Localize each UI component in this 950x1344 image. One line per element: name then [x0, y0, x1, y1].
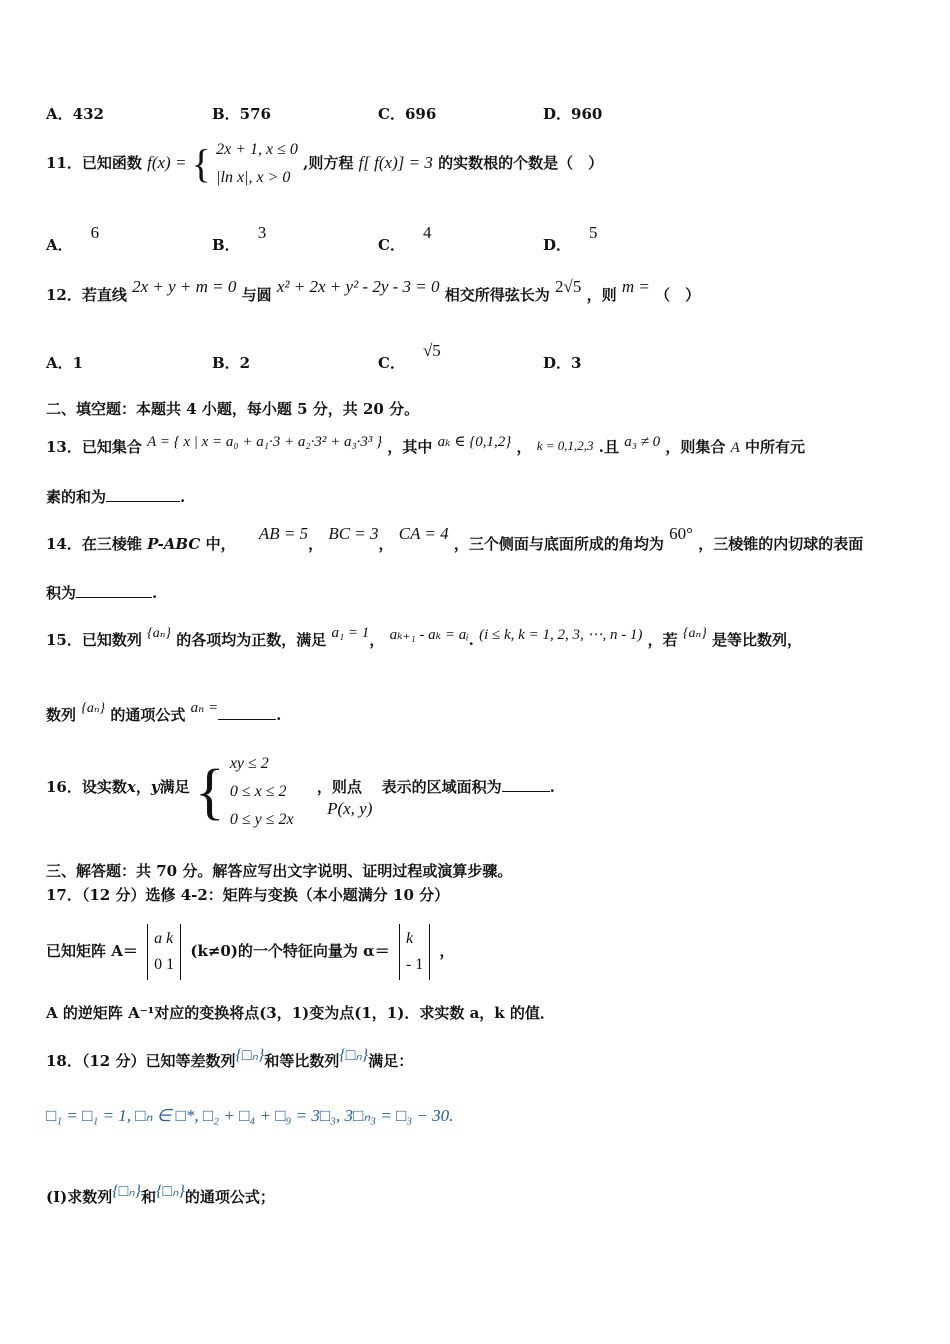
- q11-equation: f[ f(x)] = 3: [358, 153, 433, 172]
- q12-stem: [46, 277, 701, 305]
- q14-number: 14．在三棱锥: [46, 535, 142, 553]
- q18-part1c: 的通项公式；: [184, 1188, 275, 1206]
- q18-heading: [46, 1047, 414, 1071]
- q12-number: 12．若直线: [46, 286, 127, 304]
- q14-bc: BC = 3: [328, 524, 379, 543]
- q17-vector-alpha: [399, 924, 430, 980]
- section-3-heading: 三、解答题：共 70 分。解答应写出文字说明、证明过程或演算步骤。: [46, 862, 513, 880]
- q14-pabc: P-ABC: [147, 535, 201, 553]
- q12-mid3: ，则: [586, 286, 617, 304]
- q13-mid1: ，其中: [387, 438, 433, 456]
- q18-seq1: {□ₙ}: [235, 1047, 265, 1064]
- q11-cases: [216, 136, 298, 192]
- q17-matrix-row1: a k: [154, 930, 174, 947]
- q12-m: m =: [621, 277, 650, 296]
- q13-stem: [46, 436, 805, 457]
- q15-recurrence: aₖ₊₁ - aₖ = aᵢ: [389, 627, 469, 643]
- q11-mid: ,则方程: [303, 154, 354, 172]
- q13-answer-blank[interactable]: [106, 487, 180, 502]
- q17-vector-row2: - 1: [405, 956, 424, 973]
- q12-tail: （ ）: [655, 286, 701, 304]
- q18-tail: 满足：: [368, 1052, 414, 1070]
- q14-line2: [46, 582, 157, 603]
- q15-tail: 是等比数列，: [712, 631, 803, 649]
- q16-mid: 满足: [159, 778, 190, 796]
- q13-tail: 中所有元: [745, 438, 806, 456]
- q18-part1: [46, 1183, 275, 1207]
- q15-seq-3: {aₙ}: [81, 701, 106, 716]
- q13-set: A = { x | x = a₀ + a₁·3 + a₂·3² + a₃·3³ }: [147, 434, 383, 450]
- q11-number: 11．已知函数: [46, 154, 142, 172]
- q12-chord: 2√5: [555, 277, 582, 296]
- q15-sep: ，: [369, 631, 385, 649]
- q14-end: .: [152, 584, 158, 602]
- q12-option-a: A．1: [46, 354, 84, 372]
- q17-matrix-A: [147, 924, 181, 980]
- q17-para2: A 的逆矩阵 A⁻¹对应的变换将点(3，1)变为点(1，1)．求实数 a，k 的值．: [46, 1004, 555, 1022]
- q11-option-a: A．6: [46, 223, 100, 254]
- q15-an: aₙ =: [190, 700, 219, 716]
- q11-stem: [46, 136, 603, 192]
- q13-number: 13．已知集合: [46, 438, 142, 456]
- q11-option-c: C．4: [378, 223, 432, 254]
- q17-p1c: ，: [439, 942, 455, 960]
- q16-x: x: [126, 778, 136, 796]
- q12-mid1: 与圆: [241, 286, 272, 304]
- q15-condition: (i ≤ k, k = 1, 2, 3, ⋯, n - 1): [479, 627, 643, 643]
- q17-matrix-row2: 0 1: [154, 956, 175, 973]
- q10-option-c: C．696: [378, 105, 437, 123]
- q18-formula: □₁ = □₁ = 1, □ₙ ∈ □*, □₂ + □₄ + □₉ = 3□₃, 3□ₙ₃ = □₃ − 30.: [46, 1106, 454, 1125]
- q11-option-b: B．3: [212, 223, 267, 254]
- q14-mid: 中，: [205, 535, 236, 553]
- q14-tail: ，三棱锥的内切球的表面: [698, 535, 864, 553]
- q16-comma: ，: [135, 778, 151, 796]
- q11-option-d: D．5: [543, 223, 598, 254]
- q18-mid: 和等比数列: [264, 1052, 340, 1070]
- q18-part1-seq2: {□ₙ}: [156, 1183, 185, 1200]
- q12-option-b: B．2: [212, 354, 251, 372]
- q12-option-d: D．3: [543, 354, 582, 372]
- q11-brace: {: [191, 141, 211, 186]
- q15-line2b: 的通项公式: [110, 706, 186, 724]
- q16-point: P(x, y): [327, 799, 373, 818]
- q11-case1: 2x + 1, x ≤ 0: [216, 141, 298, 158]
- q16-end: .: [549, 778, 555, 796]
- q13-cond3: a₃ ≠ 0: [624, 434, 661, 450]
- q11-case2: |ln x|, x > 0: [216, 169, 291, 186]
- q11-fx: f(x) =: [147, 153, 187, 172]
- section-2-heading: 二、填空题：本题共 4 小题，每小题 5 分，共 20 分。: [46, 400, 420, 418]
- q18-head: 18．（12 分）已知等差数列: [46, 1052, 236, 1070]
- q10-option-a: A．432: [46, 105, 104, 123]
- q15-stem: [46, 625, 803, 650]
- q10-option-d: D．960: [543, 105, 603, 123]
- q16-stem: [46, 750, 555, 834]
- q15-answer-blank[interactable]: [218, 705, 276, 720]
- q13-line2: [46, 486, 185, 507]
- q15-a1: a₁ = 1: [331, 625, 370, 641]
- q18-seq2: {□ₙ}: [339, 1047, 369, 1064]
- q13-end: .: [180, 488, 186, 506]
- q16-c2: 0 ≤ x ≤ 2: [229, 783, 287, 800]
- q16-y: y: [150, 778, 160, 796]
- q14-sep1: ，: [308, 535, 324, 553]
- q14-answer-blank[interactable]: [76, 583, 152, 598]
- q15-end: .: [276, 706, 282, 724]
- q14-line2-text: 积为: [46, 584, 77, 602]
- q14-ab: AB = 5: [258, 524, 309, 543]
- q11-tail: 的实数根的个数是（ ）: [438, 154, 604, 172]
- q18-part1-seq1: {□ₙ}: [112, 1183, 142, 1200]
- q13-mid2: .且: [598, 438, 619, 456]
- q14-mid2: ，三个侧面与底面所成的角均为: [453, 535, 664, 553]
- q16-number: 16．设实数: [46, 778, 127, 796]
- q13-cond2: k = 0,1,2,3: [536, 438, 594, 453]
- q15-number: 15．已知数列: [46, 631, 142, 649]
- q16-tail: 表示的区域面积为: [381, 778, 502, 796]
- q16-constraints: [230, 750, 294, 834]
- q17-p1b: (k≠0)的一个特征向量为 α＝: [190, 942, 390, 960]
- q13-cond1: aₖ ∈ {0,1,2}: [437, 434, 512, 450]
- q16-mid2: ，则点: [316, 778, 362, 796]
- q16-brace: {: [194, 758, 225, 826]
- q12-option-c: C．√5: [378, 341, 441, 372]
- q15-line2: [46, 700, 282, 725]
- q14-stem: [46, 524, 864, 554]
- q16-answer-blank[interactable]: [502, 777, 550, 792]
- q13-A: A: [730, 440, 740, 456]
- q15-line2a: 数列: [46, 706, 77, 724]
- q16-c1: xy ≤ 2: [229, 755, 269, 772]
- q18-part1a: (Ⅰ)求数列: [46, 1188, 113, 1206]
- q10-option-b: B．576: [212, 105, 271, 123]
- q12-circle-eq: x² + 2x + y² - 2y - 3 = 0: [276, 277, 440, 296]
- q13-sep: ，: [516, 438, 532, 456]
- q15-seq-2: {aₙ}: [682, 626, 707, 641]
- q17-vector-row1: k: [405, 930, 414, 947]
- q12-mid2: 相交所得弦长为: [444, 286, 550, 304]
- q14-sep2: ，: [378, 535, 394, 553]
- q14-ca: CA = 4: [398, 524, 449, 543]
- q13-line2-text: 素的和为: [46, 488, 107, 506]
- q18-part1b: 和: [141, 1188, 157, 1206]
- q17-heading: 17．（12 分）选修 4-2：矩阵与变换（本小题满分 10 分）: [46, 886, 450, 904]
- q12-line-eq: 2x + y + m = 0: [132, 277, 237, 296]
- q17-para1: [46, 924, 455, 980]
- q14-angle: 60°: [669, 524, 693, 543]
- q15-mid2: ，若: [647, 631, 678, 649]
- q13-mid3: ，则集合: [665, 438, 726, 456]
- q15-seq: {aₙ}: [147, 626, 171, 641]
- q15-dot: .: [468, 631, 474, 649]
- q15-mid1: 的各项均为正数，满足: [176, 631, 327, 649]
- q17-p1a: 已知矩阵 A＝: [46, 942, 138, 960]
- q16-c3: 0 ≤ y ≤ 2x: [229, 811, 294, 828]
